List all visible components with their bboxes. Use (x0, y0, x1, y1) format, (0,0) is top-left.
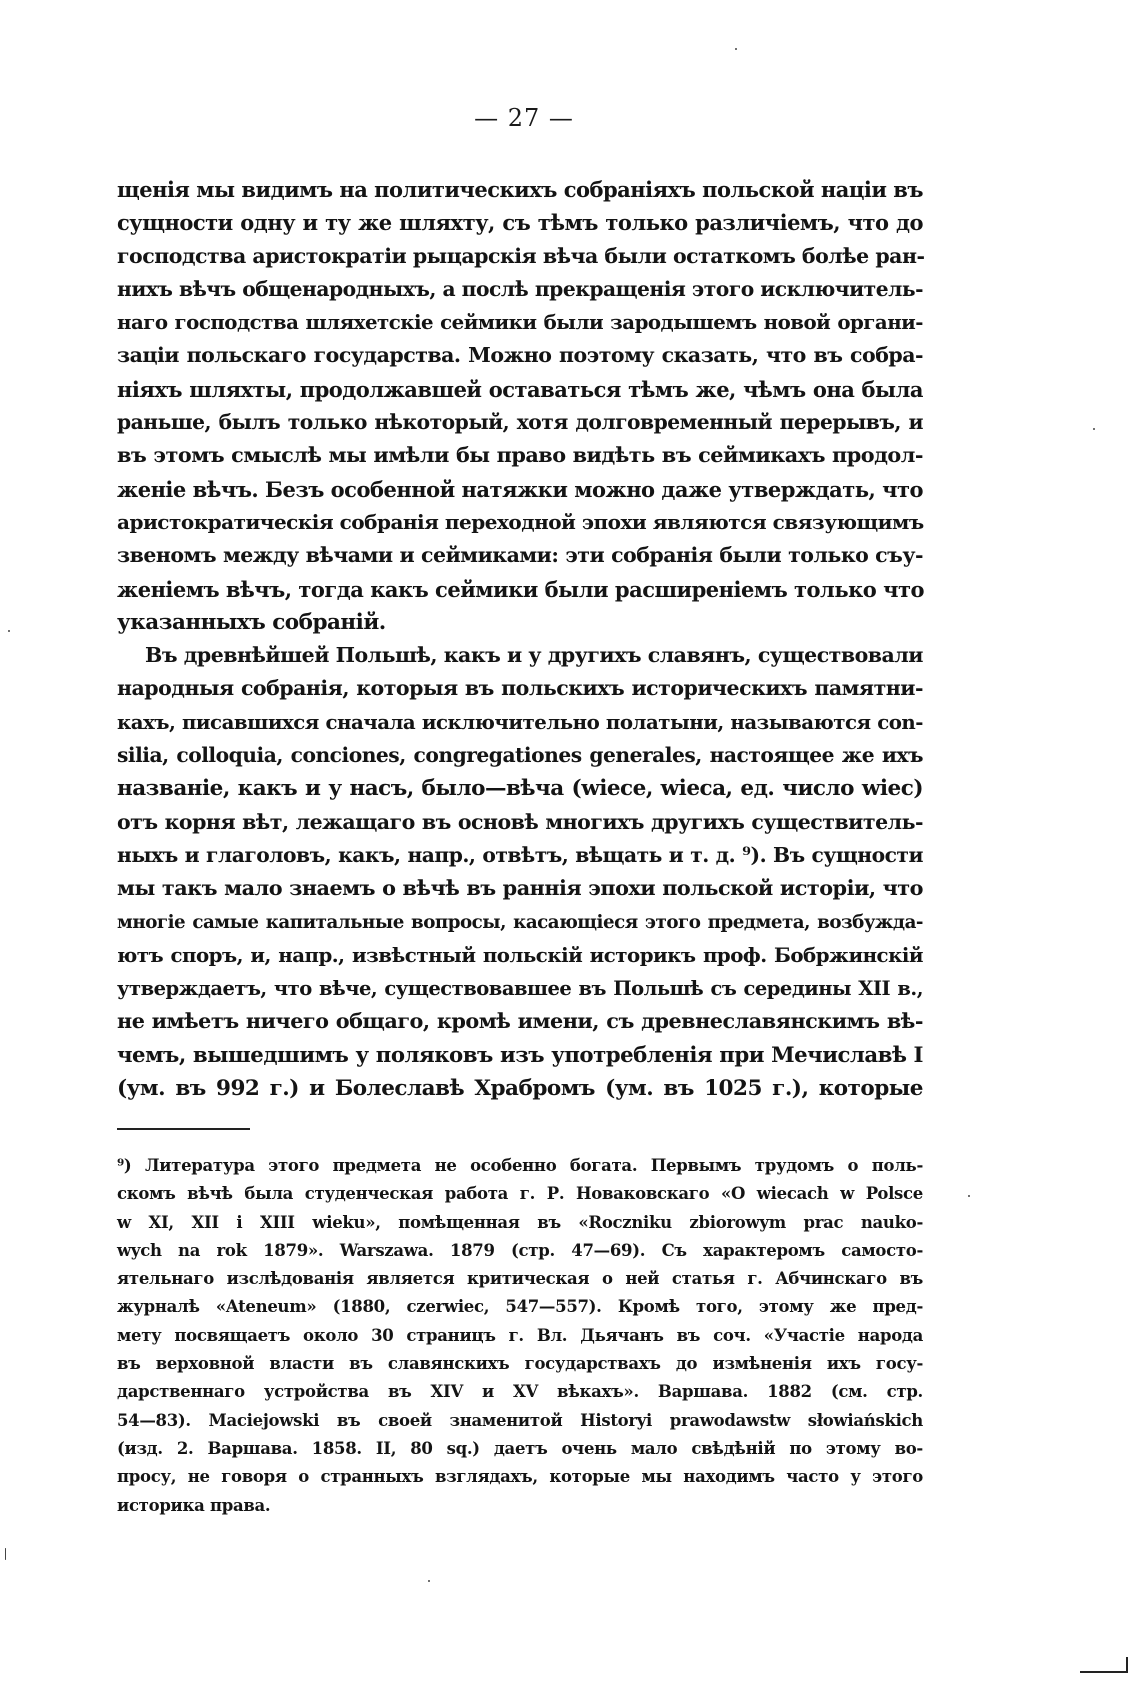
scan-speck (1093, 428, 1095, 430)
footnote-line: ⁹) Литература этого предмета не особенно богата. Первымъ трудомъ о поль- (117, 1156, 923, 1175)
scan-speck (735, 48, 737, 50)
text-line: женіемъ вѣчъ, тогда какъ сеймики были расширеніемъ только что (117, 576, 924, 602)
scan-speck (968, 1195, 970, 1197)
text-line: нихъ вѣчъ общенародныхъ, а послѣ прекращенія этого исключитель- (117, 276, 923, 301)
main-text (117, 173, 923, 1105)
footnote-line: журналѣ «Ateneum» (1880, czerwiec, 547—557). Кромѣ того, этому же пред- (117, 1297, 923, 1317)
text-line: Въ древнѣйшей Польшѣ, какъ и у другихъ славянъ, существовали (145, 643, 923, 668)
text-line: отъ корня вѣт, лежащаго въ основѣ многихъ другихъ существитель- (117, 809, 923, 834)
text-line: заціи польскаго государства. Можно поэтому сказать, что въ собра- (117, 343, 923, 368)
text-line: раньше, былъ только нѣкоторый, хотя долговременный перерывъ, и (117, 410, 923, 435)
text-line: чемъ, вышедшимъ у поляковъ изъ употребленія при Мечиславѣ I (117, 1042, 923, 1068)
text-line: звеномъ между вѣчами и сеймиками: эти собранія были только съу- (117, 543, 923, 568)
corner-mark (1080, 1657, 1128, 1673)
text-line: названіе, какъ и у насъ, было—вѣча (wiece, wieca, ед. число wiec) (117, 776, 923, 802)
footnote-line: въ верховной власти въ славянскихъ государствахъ до измѣненія ихъ госу- (117, 1354, 923, 1374)
footnote-line: дарственнаго устройства въ XIV и XV вѣкахъ». Варшава. 1882 (см. стр. (117, 1382, 923, 1402)
text-line: многіе самые капитальные вопросы, касающіеся этого предмета, возбужда- (117, 911, 923, 933)
footnote-line: 54—83). Maciejowski въ своей знаменитой Historyi prawodawstw słowiańskich (117, 1410, 923, 1430)
footnote-line: историка права. (117, 1495, 271, 1515)
page-number: — 27 — (474, 104, 574, 132)
text-line: указанныхъ собраній. (117, 609, 386, 635)
text-line: утверждаетъ, что вѣче, существовавшее въ Польшѣ съ середины XII в., (117, 977, 923, 1001)
text-line: silia, colloquia, conciones, congregationes generales, настоящее же ихъ (117, 743, 923, 768)
text-line: щенія мы видимъ на политическихъ собраніяхъ польской націи въ (117, 177, 923, 202)
scan-speck (8, 630, 10, 632)
text-line: ныхъ и глаголовъ, какъ, напр., отвѣтъ, вѣщать и т. д. ⁹). Въ сущности (117, 842, 923, 867)
footnote-line: просу, не говоря о странныхъ взглядахъ, которые мы находимъ часто у этого (117, 1467, 923, 1487)
footnote-line: ятельнаго изслѣдованія является критическая о ней статья г. Абчинскаго въ (117, 1269, 923, 1289)
footnote-line: скомъ вѣчѣ была студенческая работа г. Р. Новаковскаго «O wiecach w Polsce (117, 1184, 923, 1204)
text-line: (ум. въ 992 г.) и Болеславѣ Храбромъ (ум. въ 1025 г.), которые (117, 1076, 923, 1102)
footnote-line: (изд. 2. Варшава. 1858. II, 80 sq.) даетъ очень мало свѣдѣній по этому во- (117, 1438, 923, 1458)
text-line: аристократическія собранія переходной эпохи являются связующимъ (117, 509, 924, 534)
footnote-line: мету посвящаетъ около 30 страницъ г. Вл. Дьячанъ въ соч. «Участіе народа (117, 1325, 923, 1345)
footnote-line: wych na rok 1879». Warszawa. 1879 (стр. 47—69). Съ характеромъ самосто- (117, 1240, 923, 1260)
footnote (117, 1152, 923, 1520)
scan-speck (5, 1548, 6, 1560)
text-line: сущности одну и ту же шляхту, съ тѣмъ только различіемъ, что до (117, 210, 923, 236)
text-line: народныя собранія, которыя въ польскихъ историческихъ памятни- (117, 676, 923, 701)
text-line: господства аристократіи рыцарскія вѣча были остаткомъ болѣе ран- (117, 243, 925, 268)
text-line: не имѣетъ ничего общаго, кромѣ имени, съ древнеславянскимъ вѣ- (117, 1009, 923, 1034)
text-line: въ этомъ смыслѣ мы имѣли бы право видѣть въ сеймикахъ продол- (117, 443, 923, 468)
scan-speck (428, 1580, 430, 1582)
text-line: ютъ споръ, и, напр., извѣстный польскій историкъ проф. Бобржинскій (117, 942, 923, 967)
footnote-line: w XI, XII i XIII wieku», помѣщенная въ «Roczniku zbiorowym prac nauko- (117, 1212, 923, 1232)
text-line: наго господства шляхетскіе сеймики были зародышемъ новой органи- (117, 310, 923, 335)
text-line: женіе вѣчъ. Безъ особенной натяжки можно даже утверждать, что (117, 476, 924, 502)
text-line: кахъ, писавшихся сначала исключительно полатыни, называются con- (117, 709, 923, 734)
text-line: ніяхъ шляхты, продолжавшей оставаться тѣмъ же, чѣмъ она была (117, 376, 923, 402)
footnote-divider (117, 1128, 250, 1130)
text-line: мы такъ мало знаемъ о вѣчѣ въ раннія эпохи польской исторіи, что (117, 876, 923, 901)
